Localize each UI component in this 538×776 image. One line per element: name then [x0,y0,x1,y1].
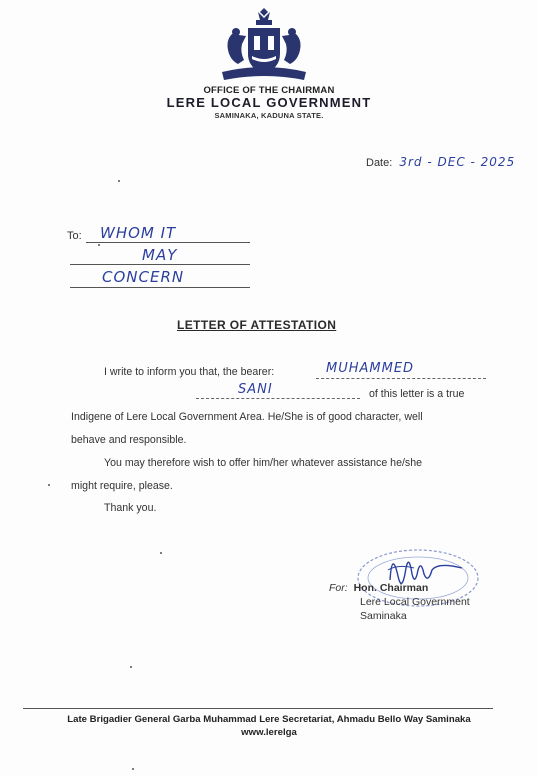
body-line: Indigene of Lere Local Government Area. He/She is of good character, well [71,411,423,423]
for-label: For: [329,582,348,594]
recipient-label: To: [67,230,82,242]
office-title: OFFICE OF THE CHAIRMAN [203,85,335,96]
scan-speck [48,484,50,486]
scan-speck [160,552,162,554]
recipient-line-text: MAY [142,246,178,264]
recipient-line-text: WHOM IT [100,224,177,242]
bearer-first-name: MUHAMMED [326,361,415,376]
footer-website: www.lerelga [241,727,297,738]
coat-of-arms-emblem [218,6,310,88]
local-government-name: LERE LOCAL GOVERNMENT [166,95,372,110]
date-value: 3rd - DEC - 2025 [399,155,516,169]
closing-text: Thank you. [104,502,157,514]
scan-speck [132,768,134,770]
signatory-place: Saminaka [360,610,407,622]
signatory-title: Hon. Chairman [353,582,429,594]
body-line: behave and responsible. [71,434,187,446]
recipient-line [70,264,250,265]
body-line: I write to inform you that, the bearer: [104,366,275,378]
body-line: You may therefore wish to offer him/her whatever assistance he/she [104,457,422,469]
body-line: might require, please. [71,480,173,492]
letter-subject: LETTER OF ATTESTATION [177,318,337,332]
scan-speck [118,180,120,182]
location-text: SAMINAKA, KADUNA STATE. [214,111,324,120]
scan-speck [98,244,100,246]
footer-address: Late Brigadier General Garba Muhammad Lere Secretariat, Ahmadu Bello Way Saminaka [67,714,471,725]
body-line: of this letter is a true [369,388,465,400]
bearer-last-name: SANI [238,382,273,397]
signature-block [329,582,470,622]
date-row [366,155,515,169]
scan-speck [130,666,132,668]
recipient-line [70,287,250,288]
bearer-fill-line [196,398,360,399]
recipient-line-text: CONCERN [102,268,185,286]
recipient-line [86,242,250,243]
bearer-fill-line [316,378,486,379]
signatory-organisation: Lere Local Government [360,596,470,608]
date-label: Date: [366,157,393,169]
footer-divider [23,708,493,709]
